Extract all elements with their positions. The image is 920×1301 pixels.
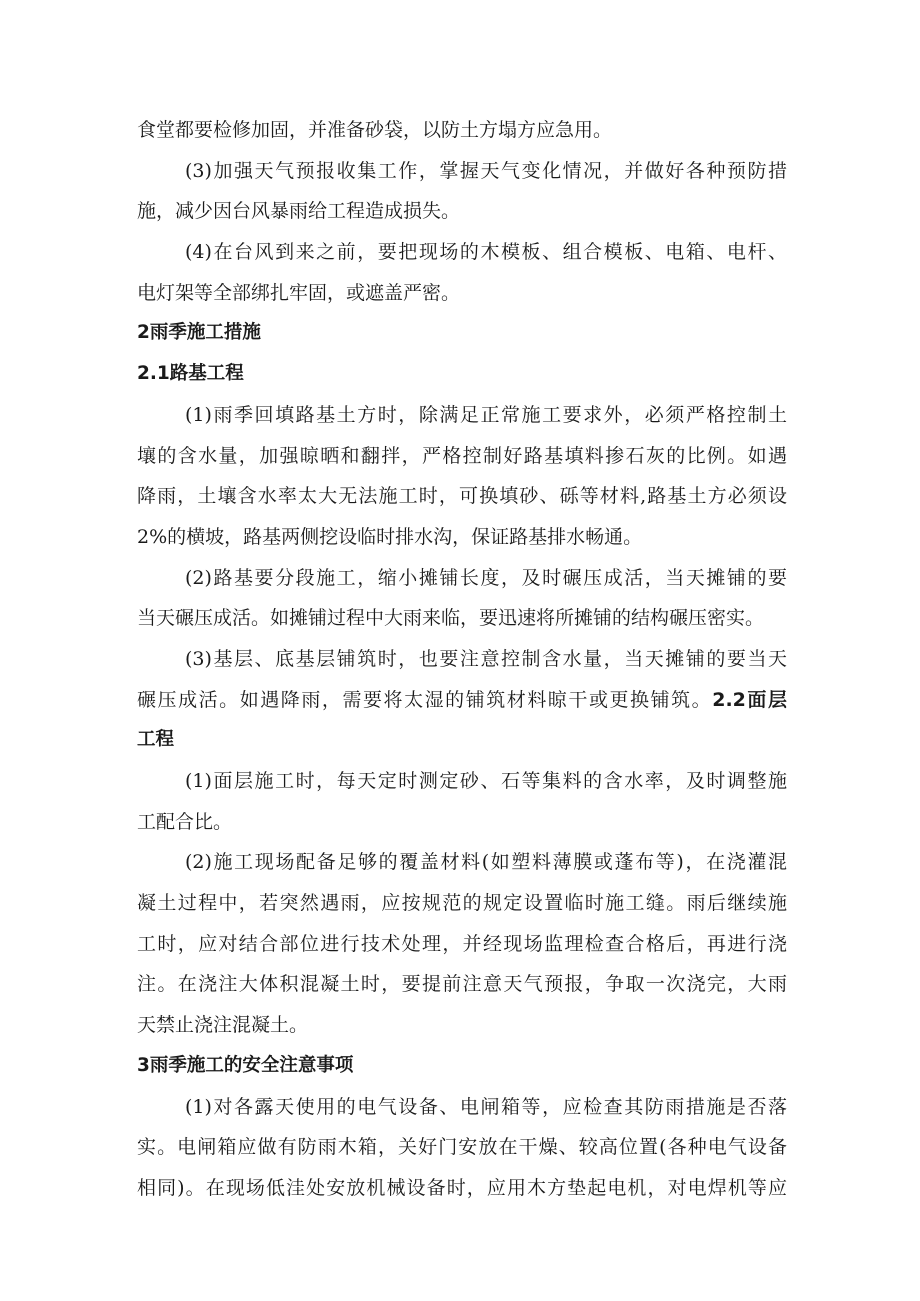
- paragraph-line: (1)面层施工时，每天定时测定砂、石等集料的含水率，及时调整施: [185, 770, 787, 792]
- section-heading: 3雨季施工的安全注意事项: [137, 1054, 354, 1076]
- paragraph-line: 工配合比。: [137, 810, 233, 833]
- paragraph-line: 壤的含水量，加强晾晒和翻拌，严格控制好路基填料掺石灰的比例。如遇: [137, 444, 787, 467]
- section-heading: 2雨季施工措施: [137, 322, 261, 344]
- paragraph-line: (4)在台风到来之前，要把现场的木模板、组合模板、电箱、电杆、: [185, 241, 787, 264]
- paragraph-line: 施，减少因台风暴雨给工程造成损失。: [137, 200, 461, 223]
- paragraph-line: (2)施工现场配备足够的覆盖材料(如塑料薄膜或蓬布等)，在浇灌混: [185, 851, 787, 874]
- subsection-heading: 2.1路基工程: [137, 363, 244, 385]
- paragraph-line: 相同)。在现场低洼处安放机械设备时，应用木方垫起电机，对电焊机等应: [137, 1176, 787, 1199]
- paragraph-line: [137, 680, 787, 721]
- paragraph-line: 2%的横坡，路基两侧挖设临时排水沟，保证路基排水畅通。: [137, 525, 643, 548]
- paragraph-line: 注。在浇注大体积混凝土时，要提前注意天气预报，争取一次浇完，大雨: [137, 973, 787, 996]
- subsection-heading-inline: 2.2面层: [712, 688, 787, 711]
- paragraph-line: (1)对各露天使用的电气设备、电闸箱等，应检查其防雨措施是否落: [185, 1095, 787, 1118]
- paragraph-line: 当天碾压成活。如摊铺过程中大雨来临，要迅速将所摊铺的结构碾压密实。: [137, 607, 765, 630]
- paragraph-line: 实。电闸箱应做有防雨木箱，关好门安放在干燥、较高位置(各种电气设备: [137, 1136, 787, 1159]
- paragraph-line: 食堂都要检修加固，并准备砂袋，以防土方塌方应急用。: [137, 119, 613, 141]
- paragraph-line: (3)基层、底基层铺筑时，也要注意控制含水量，当天摊铺的要当天: [185, 647, 787, 670]
- paragraph-line: (1)雨季回填路基土方时，除满足正常施工要求外，必须严格控制土: [185, 403, 787, 426]
- paragraph-line: 降雨，土壤含水率太大无法施工时，可换填砂、砾等材料,路基土方必须设: [137, 485, 787, 508]
- paragraph-line: 凝土过程中，若突然遇雨，应按规范的规定设置临时施工缝。雨后继续施: [137, 892, 787, 915]
- paragraph-line: 电灯架等全部绑扎牢固，或遮盖严密。: [137, 281, 461, 304]
- paragraph-line: (3)加强天气预报收集工作，掌握天气变化情况，并做好各种预防措: [185, 159, 787, 182]
- subsection-heading-continued: 工程: [137, 729, 175, 751]
- paragraph-text: 碾压成活。如遇降雨，需要将太湿的铺筑材料晾干或更换铺筑。: [137, 688, 713, 711]
- document-body: [137, 110, 787, 1209]
- paragraph-line: 天禁止浇注混凝土。: [137, 1014, 309, 1037]
- paragraph-line: (2)路基要分段施工，缩小摊铺长度，及时碾压成活，当天摊铺的要: [185, 566, 787, 589]
- paragraph-line: 工时，应对结合部位进行技术处理，并经现场监理检查合格后，再进行浇: [137, 932, 787, 955]
